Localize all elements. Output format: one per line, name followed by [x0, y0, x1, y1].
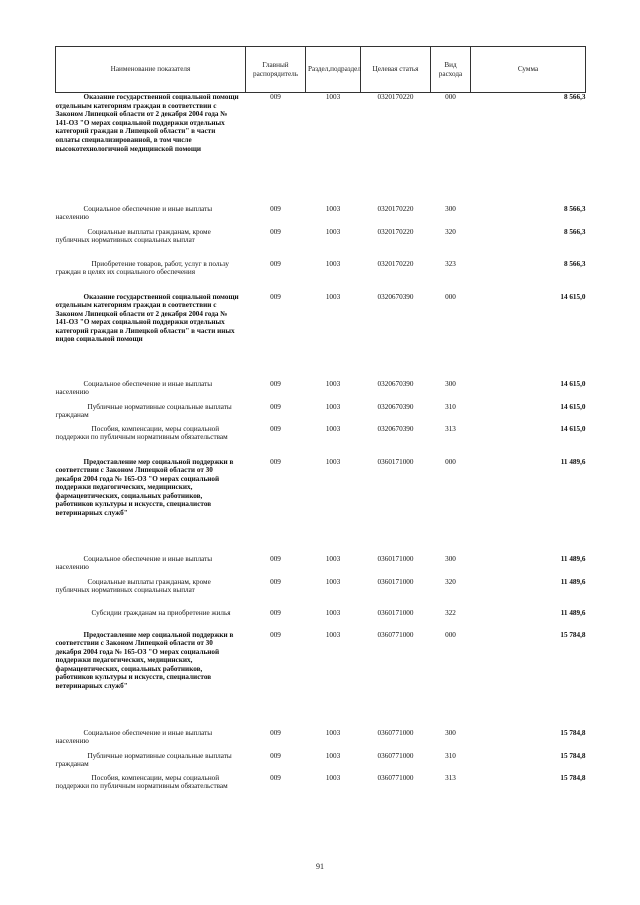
row-name: Социальное обеспечение и иные выплаты населению — [55, 728, 213, 746]
row-name: Предоставление мер социальной поддержки в соответствии с Законом Липецкой области от 30 декабря 2004 года № 165-ОЗ "О мерах социальной поддержки педагогических, медицинских, фармацевтических, социальных работников, работников культуры и искусств, специалистов ветеринарных служб" — [55, 630, 234, 691]
row-sum: 8 566,3 — [563, 204, 586, 213]
row-name: Публичные нормативные социальные выплаты гражданам — [55, 751, 232, 769]
table-row — [56, 774, 586, 807]
header-admin: Главный распорядитель — [246, 47, 306, 93]
row-admin: 009 — [270, 457, 281, 466]
row-admin: 009 — [270, 292, 281, 301]
row-target: 0360771000 — [377, 751, 414, 760]
row-section: 1003 — [325, 577, 341, 586]
row-target: 0360771000 — [377, 630, 414, 639]
row-name: Социальное обеспечение и иные выплаты населению — [55, 204, 213, 222]
row-target: 0360771000 — [377, 728, 414, 737]
row-admin: 009 — [270, 402, 281, 411]
table-row — [56, 260, 586, 293]
row-type: 310 — [445, 751, 456, 760]
row-type: 323 — [445, 259, 456, 268]
row-type: 000 — [445, 630, 456, 639]
row-target: 0360771000 — [377, 773, 414, 782]
row-name: Пособия, компенсации, меры социальной поддержки по публичным нормативным обязательствам — [55, 424, 228, 442]
row-sum: 11 489,6 — [560, 608, 586, 617]
row-sum: 8 566,3 — [563, 227, 586, 236]
row-name: Предоставление мер социальной поддержки в соответствии с Законом Липецкой области от 30 декабря 2004 года № 165-ОЗ "О мерах социальной поддержки педагогических, медицинских, фармацевтических, социальных работников, работников культуры и искусств, специалистов ветеринарных служб" — [55, 457, 234, 518]
row-sum: 14 615,0 — [560, 402, 586, 411]
row-admin: 009 — [270, 93, 281, 101]
header-sum: Сумма — [471, 47, 586, 93]
row-admin: 009 — [270, 424, 281, 433]
table-row — [56, 93, 586, 205]
row-target: 0360171000 — [377, 608, 414, 617]
row-name: Пособия, компенсации, меры социальной поддержки по публичным нормативным обязательствам — [55, 773, 228, 791]
table-row — [56, 403, 586, 425]
row-sum: 14 615,0 — [560, 424, 586, 433]
row-sum: 8 566,3 — [563, 93, 586, 101]
table-row — [56, 425, 586, 458]
row-type: 000 — [445, 93, 456, 101]
row-name: Социальные выплаты гражданам, кроме публичных нормативных социальных выплат — [55, 577, 211, 595]
row-target: 0320670390 — [377, 424, 414, 433]
row-target: 0320670390 — [377, 402, 414, 411]
header-name: Наименование показателя — [56, 47, 246, 93]
row-type: 310 — [445, 402, 456, 411]
row-sum: 15 784,8 — [560, 773, 586, 782]
row-section: 1003 — [325, 751, 341, 760]
row-type: 300 — [445, 554, 456, 563]
row-name: Оказание государственной социальной помощи отдельным категориям граждан в соответствии с Законом Липецкой области от 2 декабря 2004 года № 141-ОЗ "О мерах социальной поддержки отдельных категорий граждан в Липецкой области" в части иных видов социальной помощи — [55, 292, 239, 344]
row-type: 320 — [445, 227, 456, 236]
row-target: 0320170220 — [377, 204, 414, 213]
row-sum: 11 489,6 — [560, 577, 586, 586]
row-target: 0320670390 — [377, 292, 414, 301]
table-row — [56, 578, 586, 609]
row-name: Социальное обеспечение и иные выплаты населению — [55, 554, 213, 572]
row-admin: 009 — [270, 608, 281, 617]
table-header-row — [56, 47, 586, 93]
table-row — [56, 205, 586, 228]
row-section: 1003 — [325, 554, 341, 563]
row-admin: 009 — [270, 577, 281, 586]
row-sum: 8 566,3 — [563, 259, 586, 268]
row-target: 0320670390 — [377, 379, 414, 388]
row-type: 300 — [445, 204, 456, 213]
row-admin: 009 — [270, 751, 281, 760]
row-section: 1003 — [325, 402, 341, 411]
row-section: 1003 — [325, 728, 341, 737]
row-admin: 009 — [270, 630, 281, 639]
table-row — [56, 609, 586, 631]
row-admin: 009 — [270, 379, 281, 388]
row-sum: 15 784,8 — [560, 751, 586, 760]
header-section: Раздел,подраздел — [306, 47, 361, 93]
table-row — [56, 729, 586, 752]
page-number: 91 — [316, 862, 324, 871]
row-section: 1003 — [325, 292, 341, 301]
row-target: 0320170220 — [377, 227, 414, 236]
row-sum: 15 784,8 — [560, 630, 586, 639]
row-type: 000 — [445, 457, 456, 466]
row-section: 1003 — [325, 630, 341, 639]
row-admin: 009 — [270, 554, 281, 563]
row-type: 313 — [445, 424, 456, 433]
table-row — [56, 458, 586, 555]
row-name: Публичные нормативные социальные выплаты гражданам — [55, 402, 232, 420]
row-section: 1003 — [325, 204, 341, 213]
header-target: Целевая статья — [361, 47, 431, 93]
row-type: 300 — [445, 379, 456, 388]
row-sum: 11 489,6 — [560, 554, 586, 563]
row-section: 1003 — [325, 773, 341, 782]
row-name: Социальные выплаты гражданам, кроме публичных нормативных социальных выплат — [55, 227, 211, 245]
row-target: 0360171000 — [377, 554, 414, 563]
row-section: 1003 — [325, 93, 341, 101]
row-admin: 009 — [270, 227, 281, 236]
row-sum: 11 489,6 — [560, 457, 586, 466]
budget-table — [55, 46, 586, 807]
row-target: 0360171000 — [377, 577, 414, 586]
table-row — [56, 631, 586, 729]
row-type: 300 — [445, 728, 456, 737]
row-section: 1003 — [325, 259, 341, 268]
row-type: 322 — [445, 608, 456, 617]
row-section: 1003 — [325, 608, 341, 617]
row-sum: 15 784,8 — [560, 728, 586, 737]
row-type: 313 — [445, 773, 456, 782]
row-section: 1003 — [325, 227, 341, 236]
table-row — [56, 752, 586, 774]
table-row — [56, 380, 586, 403]
table-row — [56, 293, 586, 380]
row-admin: 009 — [270, 259, 281, 268]
header-type: Вид расхода — [431, 47, 471, 93]
row-sum: 14 615,0 — [560, 292, 586, 301]
row-type: 320 — [445, 577, 456, 586]
row-target: 0320170220 — [377, 93, 414, 101]
row-name: Приобретение товаров, работ, услуг в пользу граждан в целях их социального обеспечения — [55, 259, 230, 277]
row-target: 0360171000 — [377, 457, 414, 466]
row-admin: 009 — [270, 728, 281, 737]
row-section: 1003 — [325, 379, 341, 388]
row-name: Субсидии гражданам на приобретение жилья — [91, 608, 231, 617]
row-name: Оказание государственной социальной помощи отдельным категориям граждан в соответствии с Законом Липецкой области от 2 декабря 2004 года № 141-ОЗ "О мерах социальной поддержки отдельных категорий граждан в Липецкой области" в части оплаты специализированной, в том числе высокотехнологичной медицинской помощи — [55, 93, 239, 153]
row-type: 000 — [445, 292, 456, 301]
row-section: 1003 — [325, 424, 341, 433]
table-row — [56, 228, 586, 260]
row-name: Социальное обеспечение и иные выплаты населению — [55, 379, 213, 397]
row-target: 0320170220 — [377, 259, 414, 268]
table-row — [56, 555, 586, 578]
row-admin: 009 — [270, 773, 281, 782]
row-admin: 009 — [270, 204, 281, 213]
row-section: 1003 — [325, 457, 341, 466]
row-sum: 14 615,0 — [560, 379, 586, 388]
